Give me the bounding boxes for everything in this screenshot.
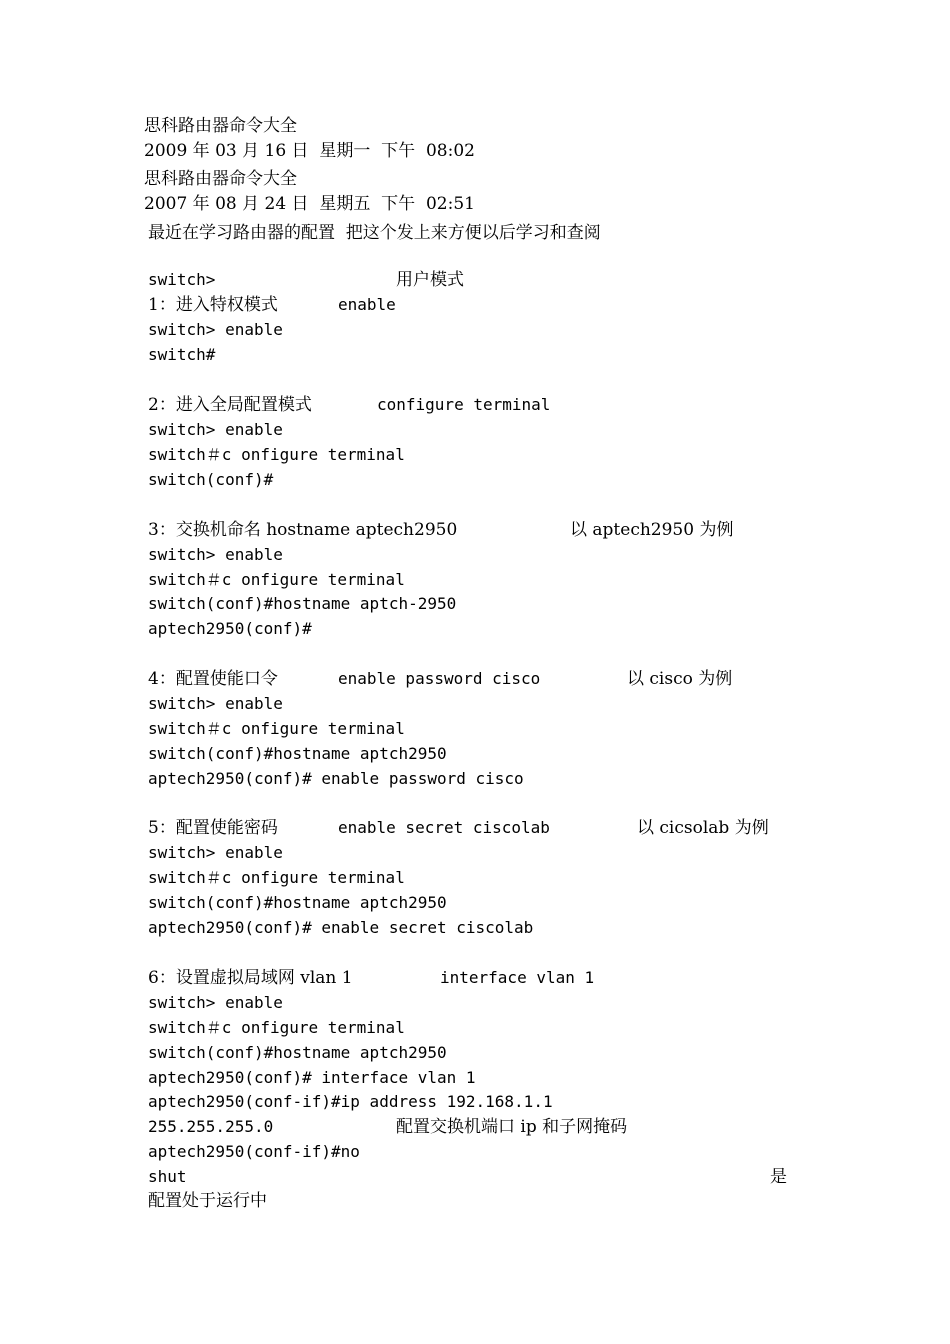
code-line: switch> enable bbox=[148, 843, 283, 862]
section-4-note: 以 cisco 为例 bbox=[627, 669, 733, 689]
code-line: switch> enable bbox=[148, 694, 283, 713]
user-mode-note: 用户模式 bbox=[396, 270, 464, 290]
code-line: switch(conf)#hostname aptch2950 bbox=[148, 744, 447, 763]
code-line: switch＃c onfigure terminal bbox=[148, 719, 405, 738]
section-4-title: 4：配置使能口令 bbox=[148, 669, 278, 689]
doc-subtitle: 思科路由器命令大全 bbox=[144, 169, 297, 189]
code-line: aptech2950(conf-if)#no bbox=[148, 1142, 360, 1161]
section-6-command: interface vlan 1 bbox=[440, 968, 595, 987]
code-line: switch＃c onfigure terminal bbox=[148, 445, 405, 464]
section-4-command: enable password cisco bbox=[338, 669, 541, 688]
section-5-title: 5：配置使能密码 bbox=[148, 818, 278, 838]
section-1-heading bbox=[148, 295, 848, 315]
doc-subdate: 2007 年 08 月 24 日 星期五 下午 02:51 bbox=[144, 194, 475, 214]
code-line: switch(conf)#hostname aptch2950 bbox=[148, 893, 447, 912]
user-mode-line bbox=[148, 270, 848, 290]
section-1-title: 1：进入特权模式 bbox=[148, 295, 278, 315]
shut-line bbox=[148, 1167, 798, 1187]
doc-date: 2009 年 03 月 16 日 星期一 下午 08:02 bbox=[144, 141, 475, 161]
user-mode-cmd: switch> bbox=[148, 270, 216, 289]
code-line: aptech2950(conf-if)#ip address 192.168.1.1 bbox=[148, 1092, 553, 1111]
shut-note: 是 bbox=[770, 1167, 787, 1187]
section-5-command: enable secret ciscolab bbox=[338, 818, 550, 837]
netmask-line bbox=[148, 1117, 848, 1137]
shut-command: shut bbox=[148, 1167, 187, 1186]
section-3-title: 3：交换机命名 hostname aptech2950 bbox=[148, 520, 458, 540]
running-note: 配置处于运行中 bbox=[148, 1191, 267, 1211]
code-line: switch＃c onfigure terminal bbox=[148, 868, 405, 887]
code-line: switch(conf)# bbox=[148, 470, 274, 489]
code-line: aptech2950(conf)# bbox=[148, 619, 312, 638]
code-line: switch＃c onfigure terminal bbox=[148, 570, 405, 589]
code-line: aptech2950(conf)# enable secret ciscolab bbox=[148, 918, 534, 937]
section-6-heading bbox=[148, 968, 848, 988]
section-2-title: 2：进入全局配置模式 bbox=[148, 395, 312, 415]
section-3-heading bbox=[148, 520, 848, 540]
code-line: switch> enable bbox=[148, 320, 283, 339]
code-line: switch> enable bbox=[148, 420, 283, 439]
section-2-command: configure terminal bbox=[377, 395, 551, 414]
netmask-note: 配置交换机端口 ip 和子网掩码 bbox=[396, 1117, 628, 1137]
code-line: aptech2950(conf)# interface vlan 1 bbox=[148, 1068, 476, 1087]
code-line: switch＃c onfigure terminal bbox=[148, 1018, 405, 1037]
code-line: switch> enable bbox=[148, 993, 283, 1012]
code-line: switch# bbox=[148, 345, 216, 364]
section-2-heading bbox=[148, 395, 848, 415]
code-line: switch(conf)#hostname aptch2950 bbox=[148, 1043, 447, 1062]
code-line: switch> enable bbox=[148, 545, 283, 564]
section-5-note: 以 cicsolab 为例 bbox=[637, 818, 769, 838]
doc-title: 思科路由器命令大全 bbox=[144, 116, 297, 136]
doc-intro: 最近在学习路由器的配置 把这个发上来方便以后学习和查阅 bbox=[148, 223, 601, 243]
section-5-heading bbox=[148, 818, 848, 838]
code-line: switch(conf)#hostname aptch-2950 bbox=[148, 594, 457, 613]
section-3-note: 以 aptech2950 为例 bbox=[570, 520, 734, 540]
section-4-heading bbox=[148, 669, 848, 689]
netmask-value: 255.255.255.0 bbox=[148, 1117, 274, 1136]
code-line: aptech2950(conf)# enable password cisco bbox=[148, 769, 524, 788]
section-6-title: 6：设置虚拟局域网 vlan 1 bbox=[148, 968, 353, 988]
section-1-command: enable bbox=[338, 295, 396, 314]
